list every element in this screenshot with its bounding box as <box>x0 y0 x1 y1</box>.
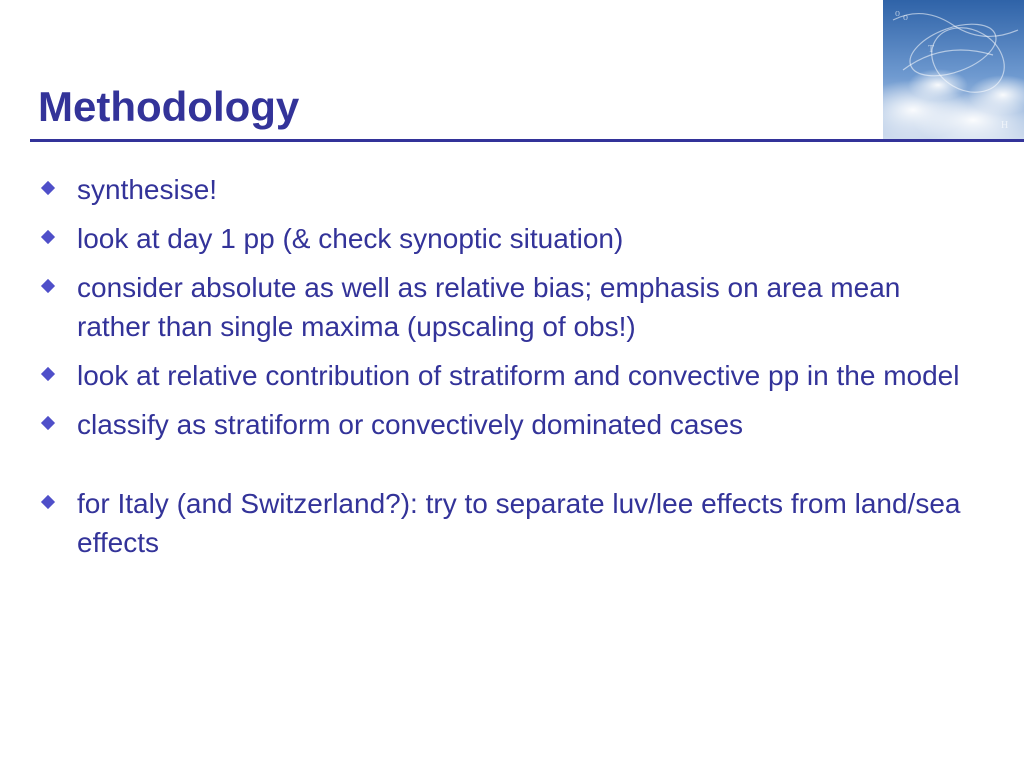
slide-title: Methodology <box>38 83 300 130</box>
bullet-item <box>40 356 970 395</box>
bullet-item <box>40 405 970 444</box>
bullet-text: consider absolute as well as relative bias; emphasis on area mean rather than single maxima (upscaling of obs!) <box>77 272 901 342</box>
bullet-text: look at relative contribution of stratiform and convective pp in the model <box>77 360 960 391</box>
svg-text:o: o <box>903 12 908 23</box>
bullet-item <box>40 219 970 258</box>
bullet-item <box>40 484 970 562</box>
bullet-text: look at day 1 pp (& check synoptic situation) <box>77 223 624 254</box>
diamond-bullet-icon <box>41 230 55 244</box>
bullet-item <box>40 268 970 346</box>
diamond-bullet-icon <box>41 367 55 381</box>
svg-text:T: T <box>928 44 935 55</box>
bullet-text: classify as stratiform or convectively dominated cases <box>77 409 744 440</box>
diamond-bullet-icon <box>41 181 55 195</box>
bullet-text: for Italy (and Switzerland?): try to separate luv/lee effects from land/sea effects <box>77 488 961 558</box>
sky-clouds-image <box>883 0 1024 139</box>
diamond-bullet-icon <box>41 416 55 430</box>
svg-text:H: H <box>1001 120 1009 131</box>
diamond-bullet-icon <box>41 495 55 509</box>
bullet-text: synthesise! <box>77 174 218 205</box>
bullet-list <box>40 170 970 572</box>
title-divider <box>30 139 1024 142</box>
diamond-bullet-icon <box>41 279 55 293</box>
bullet-item <box>40 170 970 209</box>
svg-text:o: o <box>895 8 900 19</box>
